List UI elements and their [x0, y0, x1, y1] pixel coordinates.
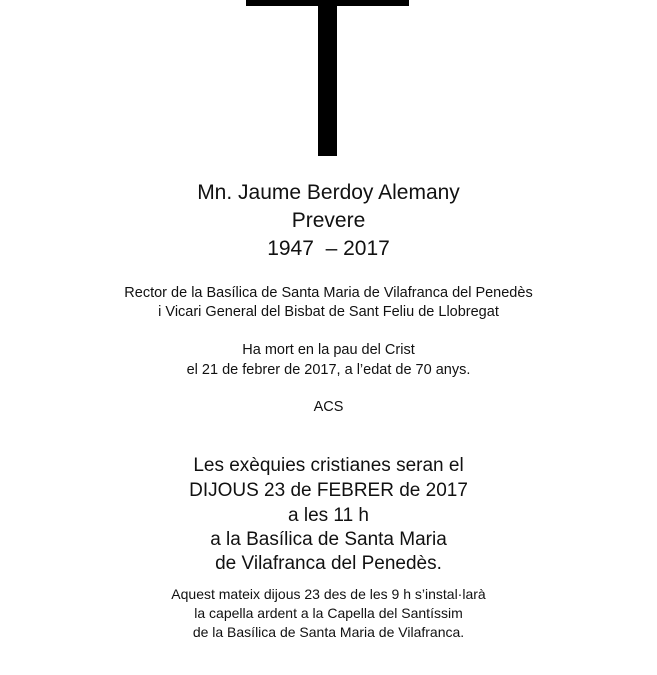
chapel-line-2: la capella ardent a la Capella del Santíssim	[194, 605, 463, 621]
chapel-line-1: Aquest mateix dijous 23 des de les 9 h s’instal·larà	[171, 586, 486, 602]
funeral-line-1: Les exèquies cristianes seran el	[193, 455, 464, 476]
life-years: 1947 – 2017	[267, 237, 390, 260]
chapel-line-3: de la Basílica de Santa Maria de Vilafranca.	[192, 624, 465, 640]
funeral-time: a les 11 h	[288, 505, 369, 526]
deceased-name: Mn. Jaume Berdoy Alemany	[197, 181, 460, 204]
cross-vertical-stem	[318, 0, 337, 156]
funeral-date: DIJOUS 23 de FEBRER de 2017	[189, 480, 468, 501]
death-line-2: el 21 de febrer de 2017, a l’edat de 70 anys.	[186, 362, 471, 378]
position-line-1: Rector de la Basílica de Santa Maria de Vilafranca del Penedès	[124, 285, 533, 301]
deceased-role: Prevere	[291, 209, 366, 232]
acs-text: ACS	[313, 399, 344, 415]
death-line-1: Ha mort en la pau del Crist	[242, 342, 415, 358]
position-line-2: i Vicari General del Bisbat de Sant Feliu de Llobregat	[158, 304, 499, 320]
funeral-place-1: a la Basílica de Santa Maria	[210, 529, 447, 550]
funeral-place-2: de Vilafranca del Penedès.	[215, 553, 442, 574]
